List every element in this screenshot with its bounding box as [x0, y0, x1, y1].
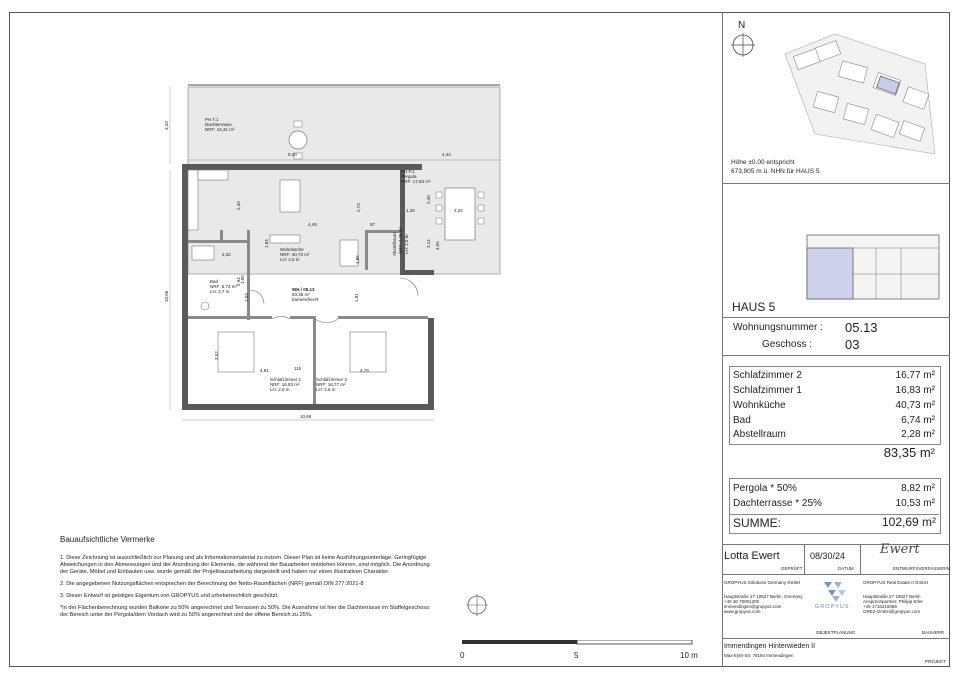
dim-bed1-width: 4,81 [260, 368, 269, 373]
extra-value: 10,53 m² [895, 498, 935, 509]
areas-total: 83,35 m² [883, 445, 935, 460]
area-row [733, 400, 935, 414]
right-address: Hauptstraße 27 10827 Berlin Ansprechpartner: Philipp Erler +49 1716219356 GRE2-GmbH@gropyus.com [863, 594, 924, 614]
north-arrow-icon [731, 33, 755, 62]
dining-table [280, 180, 300, 212]
area-row [733, 429, 935, 443]
site-plan-map [775, 24, 943, 154]
scale-tick-10: 10 m [680, 651, 698, 660]
checked-name: Lotta Ewert [724, 550, 780, 562]
dim-pergola-width: 4,44 [442, 152, 451, 157]
sum-value: 102,69 m² [881, 515, 936, 529]
area-value: 2,28 m² [901, 429, 935, 440]
north-label: N [738, 20, 746, 31]
height-note: Höhe ±0.00 entspricht 673,905 m ü. NHN für HAUS 5 [731, 159, 820, 175]
unit-tag: WH / 05.13 83,35 m² barrierefrei-R [292, 287, 319, 302]
pergola-table [445, 188, 475, 240]
dim-storage: 4,55 [435, 241, 440, 250]
project-name: Immendingen Hinterwieden II [724, 643, 816, 650]
area-name: Abstellraum [733, 429, 786, 440]
dim-living-height: 2,73 [356, 203, 361, 212]
pergola-label: PH.P.1 Pergola NRF: 17,63 m² [401, 169, 431, 184]
project-address: Max-Eyth-Str. 78194 Immendingen [724, 653, 794, 658]
scale-bar [462, 640, 697, 660]
note-4: *In der Flächenberechnung wurden Balkone zu 50% angerechnet und Terrassen zu 50%. Die Ausnahme ist hier die Dachterrasse im Staffelgeschoss: der Bereich unter der Pergola/dem Vordach wird zu 50% angerechnet und der offene Bereich zu 25%. [60, 605, 431, 618]
notes-section [60, 536, 435, 624]
dim-unit-width: 10,69 [300, 414, 312, 419]
left-company: GROPYUS Solutions Germany GmbH [724, 580, 801, 585]
bed-2 [350, 332, 386, 372]
dim-103: 1,03 [244, 293, 249, 302]
date-value: 08/30/24 [810, 551, 846, 561]
dim-hall: 1,84 [264, 239, 269, 248]
floor-label: Geschoss : [762, 339, 813, 350]
date-label: DATUM [838, 566, 854, 571]
extra-name: Dachterrasse * 25% [733, 498, 822, 509]
right-company: GROPYUS Real Estate II GmbH [863, 580, 929, 585]
dim-186: 1,86 [355, 255, 360, 264]
area-value: 40,73 m² [895, 400, 935, 411]
dim-bed2-width: 4,79 [360, 368, 369, 373]
bed-1 [218, 332, 254, 372]
north-arrow-small [464, 592, 490, 623]
title-column-divider [722, 12, 723, 667]
dim-294: 2,94 [236, 277, 241, 286]
scale-tick-5: 5 [574, 651, 579, 660]
extra-row [733, 483, 935, 497]
dim-terrace-width: 9,20 [288, 152, 297, 157]
storage-area: NRF: 2,28 m² [398, 226, 403, 254]
dim-kitchen: 2,49 [236, 201, 241, 210]
designer-label: ENTWURFSVERFASSERIN [893, 566, 951, 571]
dim-pergola-3: 2,40 [426, 195, 431, 204]
dim-storage-2: 2,14 [426, 239, 431, 248]
bath-tub [192, 246, 214, 260]
terrace-round-table [289, 131, 307, 149]
extra-value: 8,82 m² [901, 483, 935, 494]
note-1: 1. Diese Zeichnung ist ausschließlich zur Planung und als Informationsmaterial zu nutzen. Dieser Plan ist keine Ausführungsunterlage. Geringfügige Abweichungen in den Abmessungen und der Anordnung der Elemente, die während der Bauarbeiten entstehen können, sind möglich. Die Anordnung der Geräte, Möbel und Einbauten usw. wurde gemäß der Projektausarbeitung dargestellt und haben nur einen illustrativen Charakter. [60, 555, 430, 575]
door-swings [250, 278, 418, 323]
dim-bath: 2,32 [222, 252, 231, 257]
checked-label: GEPRÜFT [781, 566, 803, 571]
storage-label: Abstellraum [392, 232, 397, 256]
dim-unit-depth: 10,66 [164, 290, 169, 302]
roof-terrace-label: PH.T.1 Dachterrasse NRF: 44,31 m² [205, 117, 235, 132]
left-address: Hauptstraße 27 10827 Berlin, Germany +49 30 70001200 immendingen@gropyus.com www.gropyus.com [724, 594, 803, 614]
unit-number-value: 05.13 [845, 320, 878, 335]
extra-row [733, 498, 935, 512]
storage-height: LH: 2,6 m [404, 234, 409, 254]
floor-plan [160, 80, 520, 430]
area-name: Wohnküche [733, 400, 786, 411]
bedroom-1-label: Schlafzimmer 1 NRF: 16,83 m² LH: 2,6 m [270, 377, 302, 392]
bath-label: Bad NRF: 6,74 m² LH: 2,7 m [210, 279, 238, 294]
area-name: Schlafzimmer 1 [733, 385, 802, 396]
area-row [733, 385, 935, 399]
dim-105: 1,05 [240, 275, 245, 284]
notes-title: Bauaufsichtliche Vermerke [60, 535, 155, 544]
area-value: 6,74 m² [901, 415, 935, 426]
left-role: OBJEKTPLANUNG [816, 630, 856, 635]
dim-bed-depth: 3,52 [214, 351, 219, 360]
area-row [733, 415, 935, 429]
dim-181: 1,81 [354, 293, 359, 302]
area-value: 16,77 m² [895, 370, 935, 381]
gropyus-logo-text: GROPYUS [815, 604, 850, 610]
scale-tick-0: 0 [460, 651, 465, 660]
dim-living-width: 4,49 [308, 222, 317, 227]
dim-115: 115 [294, 366, 302, 371]
kitchen-counter [188, 170, 198, 230]
sum-label: SUMME: [733, 516, 781, 530]
extra-name: Pergola * 50% [733, 483, 797, 494]
living-room-label: Wohnküche NRF: 40,73 m² LH: 2,6 m [280, 247, 310, 262]
house-label: HAUS 5 [732, 300, 776, 314]
designer-signature: Ewert [880, 542, 920, 557]
floor-value: 03 [845, 337, 860, 352]
floor-key-plan [806, 234, 940, 300]
dim-pergola-2: 3,24 [454, 208, 463, 213]
area-name: Bad [733, 415, 751, 426]
dim-pergola-1: 1,20 [406, 208, 415, 213]
unit-number-label: Wohnungsnummer : [733, 322, 823, 333]
area-value: 16,83 m² [895, 385, 935, 396]
dim-terrace-depth: 3,43 [164, 121, 169, 130]
note-2: 2. Die angegebenen Nutzungsflächen entsprechen der Berechnung der Netto-Raumflächen (NRF) gemäß DIN 277:2021-8 [60, 581, 364, 587]
bedroom-2-label: Schlafzimmer 2 NRF: 16,77 m² LH: 2,6 m [316, 377, 348, 392]
project-label: PROJEKT [925, 659, 946, 664]
dim-87: 87 [370, 222, 376, 227]
area-row [733, 370, 935, 384]
right-role: BAUHERR [922, 630, 945, 635]
area-name: Schlafzimmer 2 [733, 370, 802, 381]
note-3: 3. Dieser Entwurf ist geistiges Eigentum von GROPYUS und urheberrechtlich geschützt. [60, 593, 279, 599]
